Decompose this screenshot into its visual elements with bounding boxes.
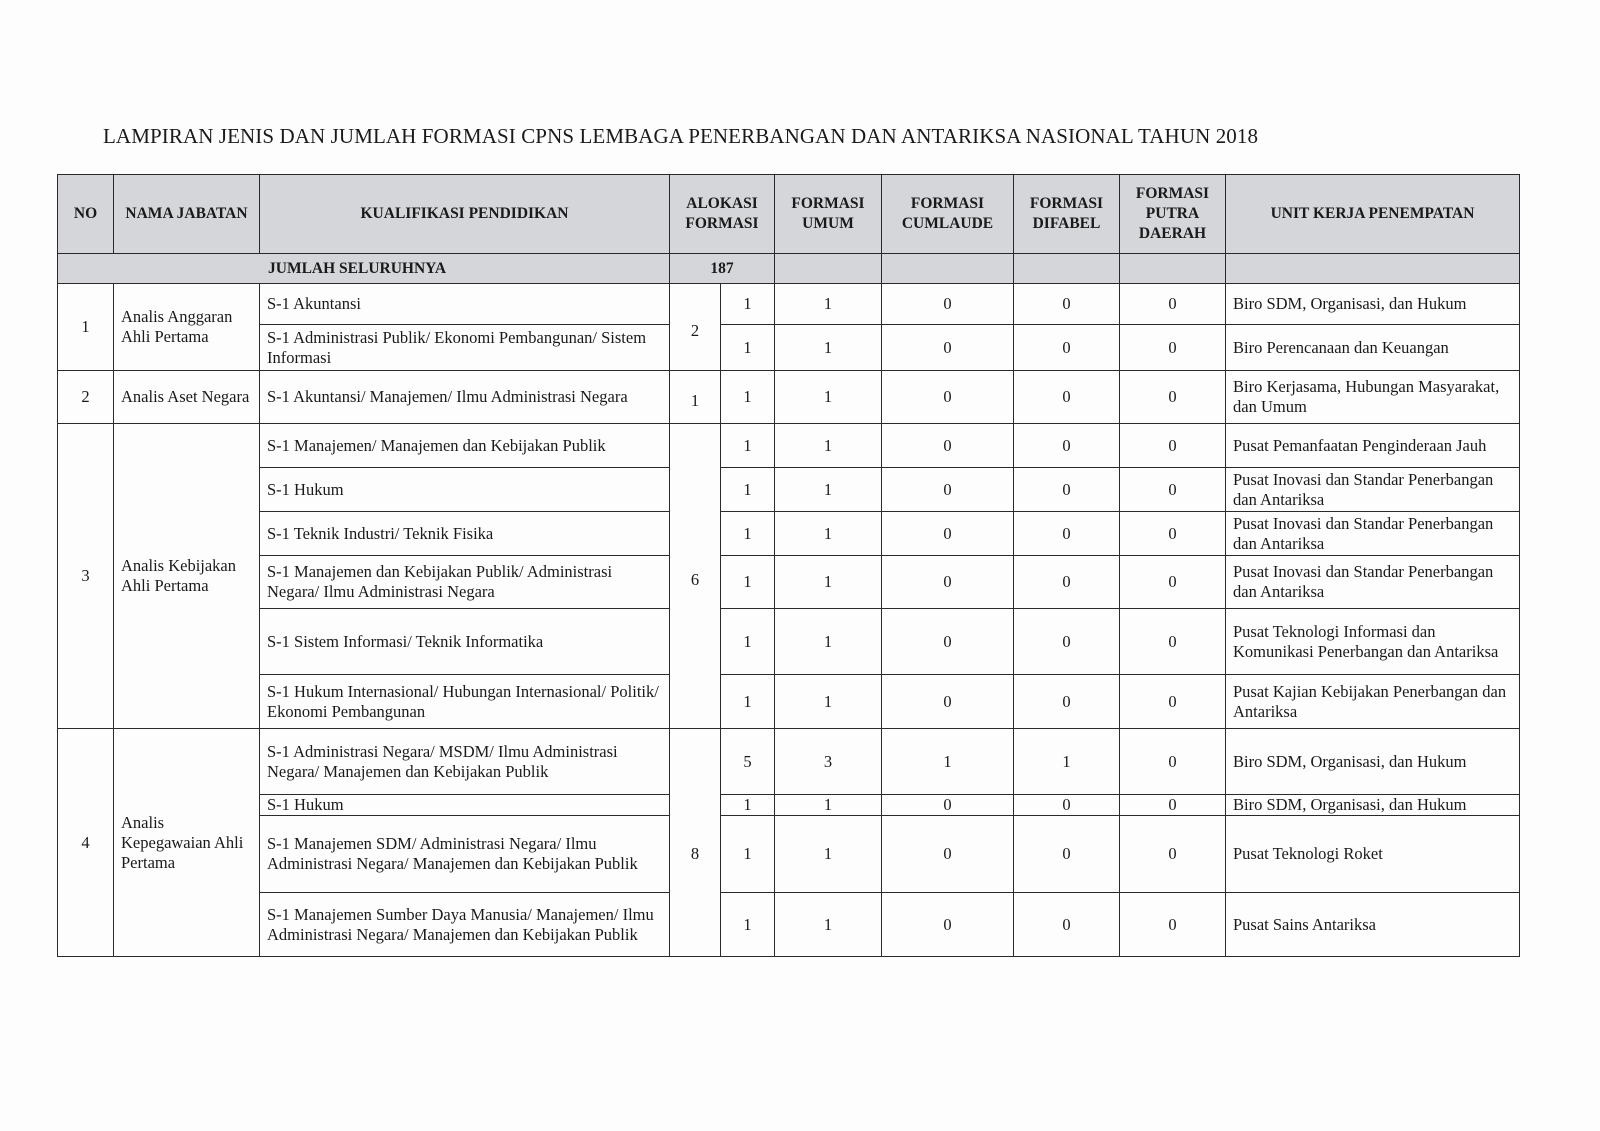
unit-kerja-penempatan: Pusat Inovasi dan Standar Penerbangan dan Antariksa <box>1226 556 1520 609</box>
header-difabel: FORMASI DIFABEL <box>1014 175 1120 254</box>
header-nama-jabatan: NAMA JABATAN <box>114 175 260 254</box>
total-label: JUMLAH SELURUHNYA <box>58 254 670 284</box>
unit-kerja-penempatan: Biro SDM, Organisasi, dan Hukum <box>1226 729 1520 795</box>
unit-kerja-penempatan: Pusat Teknologi Informasi dan Komunikasi Penerbangan dan Antariksa <box>1226 609 1520 675</box>
formasi-putra-daerah: 0 <box>1120 512 1226 556</box>
kualifikasi-pendidikan: S-1 Hukum <box>260 468 670 512</box>
kualifikasi-pendidikan: S-1 Hukum Internasional/ Hubungan Internasional/ Politik/ Ekonomi Pembangunan <box>260 675 670 729</box>
formasi-putra-daerah: 0 <box>1120 371 1226 424</box>
kualifikasi-pendidikan: S-1 Administrasi Negara/ MSDM/ Ilmu Administrasi Negara/ Manajemen dan Kebijakan Publik <box>260 729 670 795</box>
formasi-umum: 1 <box>775 556 882 609</box>
formasi-cumlaude: 0 <box>882 609 1014 675</box>
nama-jabatan: Analis Kepegawaian Ahli Pertama <box>114 729 260 957</box>
header-unit-kerja: UNIT KERJA PENEMPATAN <box>1226 175 1520 254</box>
header-cumlaude: FORMASI CUMLAUDE <box>882 175 1014 254</box>
table-row <box>58 816 1520 893</box>
header-umum: FORMASI UMUM <box>775 175 882 254</box>
formasi-difabel: 0 <box>1014 795 1120 816</box>
table-row <box>58 468 1520 512</box>
header-no: NO <box>58 175 114 254</box>
kualifikasi-pendidikan: S-1 Manajemen dan Kebijakan Publik/ Administrasi Negara/ Ilmu Administrasi Negara <box>260 556 670 609</box>
table-body <box>58 254 1520 957</box>
formasi-difabel: 0 <box>1014 893 1120 957</box>
formasi-umum: 1 <box>775 371 882 424</box>
kualifikasi-pendidikan: S-1 Sistem Informasi/ Teknik Informatika <box>260 609 670 675</box>
formasi-putra-daerah: 0 <box>1120 609 1226 675</box>
total-value: 187 <box>670 254 775 284</box>
kualifikasi-pendidikan: S-1 Manajemen Sumber Daya Manusia/ Manajemen/ Ilmu Administrasi Negara/ Manajemen dan Kebijakan Publik <box>260 893 670 957</box>
table-row <box>58 284 1520 325</box>
formasi-difabel: 0 <box>1014 371 1120 424</box>
table-row <box>58 795 1520 816</box>
alokasi-jabatan: 8 <box>670 729 721 957</box>
unit-kerja-penempatan: Biro Kerjasama, Hubungan Masyarakat, dan Umum <box>1226 371 1520 424</box>
header-row <box>58 175 1520 254</box>
formasi-difabel: 0 <box>1014 816 1120 893</box>
formasi-cumlaude: 0 <box>882 795 1014 816</box>
alokasi-formasi: 1 <box>721 609 775 675</box>
formasi-putra-daerah: 0 <box>1120 468 1226 512</box>
formasi-umum: 1 <box>775 795 882 816</box>
table-row <box>58 729 1520 795</box>
formasi-difabel: 0 <box>1014 325 1120 371</box>
kualifikasi-pendidikan: S-1 Administrasi Publik/ Ekonomi Pembangunan/ Sistem Informasi <box>260 325 670 371</box>
formasi-putra-daerah: 0 <box>1120 284 1226 325</box>
alokasi-formasi: 1 <box>721 512 775 556</box>
header-putra-daerah: FORMASI PUTRA DAERAH <box>1120 175 1226 254</box>
header-alokasi: ALOKASI FORMASI <box>670 175 775 254</box>
unit-kerja-penempatan: Pusat Inovasi dan Standar Penerbangan dan Antariksa <box>1226 468 1520 512</box>
formasi-umum: 1 <box>775 609 882 675</box>
formasi-cumlaude: 1 <box>882 729 1014 795</box>
formasi-umum: 1 <box>775 512 882 556</box>
alokasi-jabatan: 1 <box>670 371 721 424</box>
formasi-putra-daerah: 0 <box>1120 729 1226 795</box>
formasi-cumlaude: 0 <box>882 675 1014 729</box>
formasi-table <box>57 174 1520 957</box>
kualifikasi-pendidikan: S-1 Manajemen SDM/ Administrasi Negara/ Ilmu Administrasi Negara/ Manajemen dan Kebijakan Publik <box>260 816 670 893</box>
formasi-umum: 1 <box>775 893 882 957</box>
alokasi-formasi: 1 <box>721 371 775 424</box>
alokasi-jabatan: 6 <box>670 424 721 729</box>
formasi-umum: 1 <box>775 816 882 893</box>
row-no: 2 <box>58 371 114 424</box>
kualifikasi-pendidikan: S-1 Manajemen/ Manajemen dan Kebijakan Publik <box>260 424 670 468</box>
formasi-cumlaude: 0 <box>882 816 1014 893</box>
table-row <box>58 371 1520 424</box>
formasi-cumlaude: 0 <box>882 424 1014 468</box>
formasi-cumlaude: 0 <box>882 284 1014 325</box>
formasi-cumlaude: 0 <box>882 468 1014 512</box>
formasi-umum: 1 <box>775 424 882 468</box>
table-row <box>58 424 1520 468</box>
unit-kerja-penempatan: Biro SDM, Organisasi, dan Hukum <box>1226 284 1520 325</box>
formasi-difabel: 0 <box>1014 556 1120 609</box>
alokasi-formasi: 1 <box>721 468 775 512</box>
formasi-putra-daerah: 0 <box>1120 675 1226 729</box>
table-row <box>58 512 1520 556</box>
unit-kerja-penempatan: Pusat Kajian Kebijakan Penerbangan dan Antariksa <box>1226 675 1520 729</box>
unit-kerja-penempatan: Pusat Pemanfaatan Penginderaan Jauh <box>1226 424 1520 468</box>
table-row <box>58 893 1520 957</box>
unit-kerja-penempatan: Biro SDM, Organisasi, dan Hukum <box>1226 795 1520 816</box>
formasi-umum: 1 <box>775 284 882 325</box>
alokasi-formasi: 1 <box>721 325 775 371</box>
formasi-difabel: 0 <box>1014 284 1120 325</box>
table-row <box>58 325 1520 371</box>
alokasi-formasi: 1 <box>721 816 775 893</box>
nama-jabatan: Analis Kebijakan Ahli Pertama <box>114 424 260 729</box>
nama-jabatan: Analis Anggaran Ahli Pertama <box>114 284 260 371</box>
kualifikasi-pendidikan: S-1 Teknik Industri/ Teknik Fisika <box>260 512 670 556</box>
formasi-umum: 1 <box>775 325 882 371</box>
formasi-putra-daerah: 0 <box>1120 325 1226 371</box>
formasi-cumlaude: 0 <box>882 371 1014 424</box>
formasi-umum: 1 <box>775 675 882 729</box>
formasi-cumlaude: 0 <box>882 893 1014 957</box>
row-no: 1 <box>58 284 114 371</box>
header-kualifikasi: KUALIFIKASI PENDIDIKAN <box>260 175 670 254</box>
formasi-difabel: 0 <box>1014 675 1120 729</box>
alokasi-formasi: 1 <box>721 556 775 609</box>
unit-kerja-penempatan: Pusat Inovasi dan Standar Penerbangan dan Antariksa <box>1226 512 1520 556</box>
formasi-cumlaude: 0 <box>882 325 1014 371</box>
total-row <box>58 254 1520 284</box>
row-no: 3 <box>58 424 114 729</box>
kualifikasi-pendidikan: S-1 Akuntansi <box>260 284 670 325</box>
formasi-putra-daerah: 0 <box>1120 424 1226 468</box>
formasi-cumlaude: 0 <box>882 556 1014 609</box>
alokasi-formasi: 1 <box>721 424 775 468</box>
table-row <box>58 556 1520 609</box>
kualifikasi-pendidikan: S-1 Akuntansi/ Manajemen/ Ilmu Administrasi Negara <box>260 371 670 424</box>
table-row <box>58 609 1520 675</box>
formasi-putra-daerah: 0 <box>1120 816 1226 893</box>
formasi-putra-daerah: 0 <box>1120 893 1226 957</box>
unit-kerja-penempatan: Biro Perencanaan dan Keuangan <box>1226 325 1520 371</box>
formasi-putra-daerah: 0 <box>1120 556 1226 609</box>
formasi-cumlaude: 0 <box>882 512 1014 556</box>
kualifikasi-pendidikan: S-1 Hukum <box>260 795 670 816</box>
formasi-putra-daerah: 0 <box>1120 795 1226 816</box>
formasi-difabel: 1 <box>1014 729 1120 795</box>
alokasi-jabatan: 2 <box>670 284 721 371</box>
row-no: 4 <box>58 729 114 957</box>
formasi-difabel: 0 <box>1014 424 1120 468</box>
unit-kerja-penempatan: Pusat Sains Antariksa <box>1226 893 1520 957</box>
formasi-umum: 1 <box>775 468 882 512</box>
alokasi-formasi: 1 <box>721 795 775 816</box>
unit-kerja-penempatan: Pusat Teknologi Roket <box>1226 816 1520 893</box>
nama-jabatan: Analis Aset Negara <box>114 371 260 424</box>
table-row <box>58 675 1520 729</box>
alokasi-formasi: 1 <box>721 675 775 729</box>
alokasi-formasi: 1 <box>721 284 775 325</box>
alokasi-formasi: 5 <box>721 729 775 795</box>
formasi-difabel: 0 <box>1014 512 1120 556</box>
alokasi-formasi: 1 <box>721 893 775 957</box>
formasi-umum: 3 <box>775 729 882 795</box>
formasi-difabel: 0 <box>1014 609 1120 675</box>
page-title: LAMPIRAN JENIS DAN JUMLAH FORMASI CPNS LEMBAGA PENERBANGAN DAN ANTARIKSA NASIONAL TAHUN 2018 <box>103 124 1259 148</box>
formasi-difabel: 0 <box>1014 468 1120 512</box>
